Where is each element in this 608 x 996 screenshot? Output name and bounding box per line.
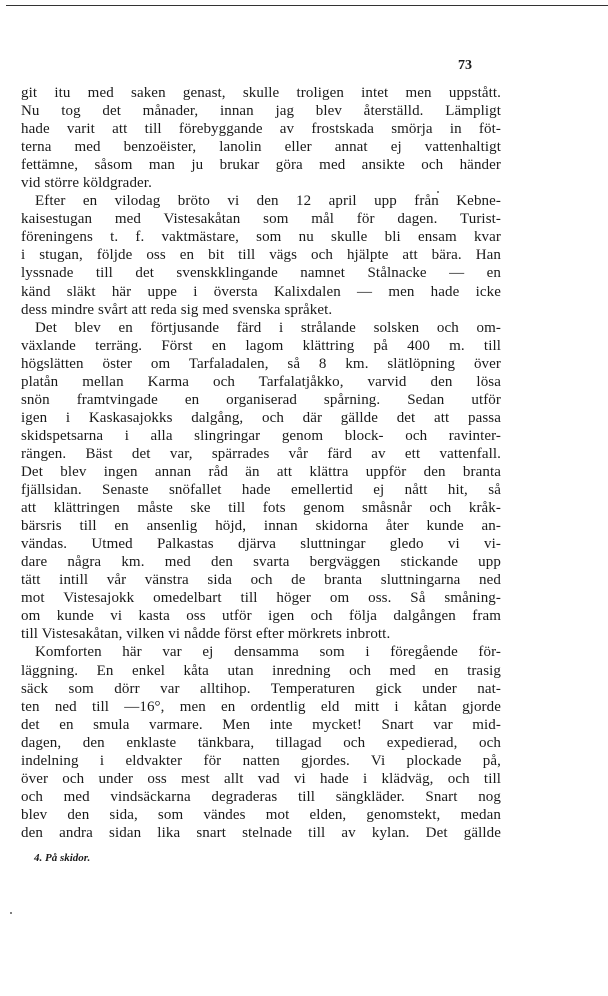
text-line: växlande terräng. Först en lagom klättring på 400 m. till xyxy=(21,337,501,354)
text-line: dess mindre svårt att reda sig med svenska språket. xyxy=(21,301,333,318)
page-number: 73 xyxy=(458,58,472,73)
text-line: Nu tog det månader, innan jag blev återställd. Lämpligt xyxy=(21,103,501,120)
text-line: fjällsidan. Senaste snöfallet hade emellertid ej nått hit, så xyxy=(21,482,501,499)
text-line: ten ned till —16°, men en ordentlig eld mitt i kåtan gjorde xyxy=(21,698,501,715)
text-line: bärsris till en ansenlig höjd, innan skidorna åter kunde an- xyxy=(21,518,501,535)
text-line: vid större köldgrader. xyxy=(21,175,152,192)
text-line: till Vistesakåtan, vilken vi nådde först efter mörkrets inbrott. xyxy=(21,626,391,643)
text-line: läggning. En enkel kåta utan inredning och med en trasig xyxy=(21,662,501,679)
text-line: terna med benzoëister, lanolin eller annat ej vattenhaltigt xyxy=(21,139,501,156)
scan-speck xyxy=(10,912,12,914)
text-line: om kunde vi kasta oss utför igen och följa dalgången fram xyxy=(21,608,501,625)
text-line: snön framtvingade en organiserad spårning. Sedan utför xyxy=(21,391,501,408)
text-line: platån mellan Karma och Tarfalatjåkko, varvid den lösa xyxy=(21,373,501,390)
text-line: känd släkt här uppe i översta Kalixdalen — men hade icke xyxy=(21,283,501,300)
text-line: fettämne, såsom man ju brukar göra med ansikte och händer xyxy=(21,157,501,174)
text-line: indelning i eldvakter för natten gjordes. Vi plockade på, xyxy=(21,752,501,769)
text-line: den andra sidan lika snart stelnade till av kylan. Det gällde xyxy=(21,824,501,841)
text-line: Det blev ingen annan råd än att klättra uppför den branta xyxy=(21,463,501,480)
text-line: föreningens t. f. vaktmästare, som nu skulle bli ensam kvar xyxy=(21,229,501,246)
text-line: rängen. Bäst det var, spärrades vår färd av ett vattenfall. xyxy=(21,445,501,462)
text-line: vändas. Utmed Palkastas djärva sluttningar gledo vi vi- xyxy=(21,536,501,553)
text-line: Komforten här var ej densamma som i föregående för- xyxy=(35,644,501,661)
text-line: i stugan, följde oss en bit till vägs och hjälpte att bära. Han xyxy=(21,247,501,264)
text-line: högslätten öster om Tarfaladalen, så 8 km. slätlöpning över xyxy=(21,355,501,372)
text-line: det en smula varmare. Men inte mycket! Snart var mid- xyxy=(21,716,501,733)
text-line: Efter en vilodag bröto vi den 12 april upp från Kebne- xyxy=(35,193,501,210)
text-line: och med vindsäckarna degraderas till sängkläder. Snart nog xyxy=(21,788,501,805)
text-line: skidspetsarna i alla slingringar genom block- och ravinter- xyxy=(21,427,501,444)
text-line: dagen, den enklaste tänkbara, tillagad och expedierad, och xyxy=(21,734,501,751)
text-line: att klättringen måste ske till fots genom småsnår och kråk- xyxy=(21,500,501,517)
scan-speck xyxy=(437,191,439,193)
text-line: kaisestugan med Vistesakåtan som mål för dagen. Turist- xyxy=(21,211,501,228)
text-line: git itu med saken genast, skulle troligen intet men uppstått. xyxy=(21,85,501,101)
text-line: lyssnade till det svenskklingande namnet Stålnacke — en xyxy=(21,265,501,282)
body-text xyxy=(21,84,501,842)
top-rule xyxy=(6,5,608,6)
text-line: igen i Kaskasajokks dalgång, och där gällde det att passa xyxy=(21,409,501,426)
text-line: över och under oss mest allt vad vi hade i klädväg, och till xyxy=(21,770,501,787)
signature-mark: 4. På skidor. xyxy=(34,852,91,864)
text-line: blev den sida, som vändes mot elden, genomstekt, medan xyxy=(21,806,501,823)
text-line: Det blev en förtjusande färd i strålande solsken och om- xyxy=(35,319,501,336)
text-line: säck som dörr var alltihop. Temperaturen gick under nat- xyxy=(21,680,501,697)
text-line: tätt intill vår vänstra sida och de branta sluttningarna ned xyxy=(21,572,501,589)
text-line: dare några km. med den svarta bergväggen stickande upp xyxy=(21,554,501,571)
text-line: mot Vistesajokk omedelbart till höger om oss. Så småning- xyxy=(21,590,501,607)
text-line: hade varit att till förebyggande av frostskada smörja in föt- xyxy=(21,121,501,138)
